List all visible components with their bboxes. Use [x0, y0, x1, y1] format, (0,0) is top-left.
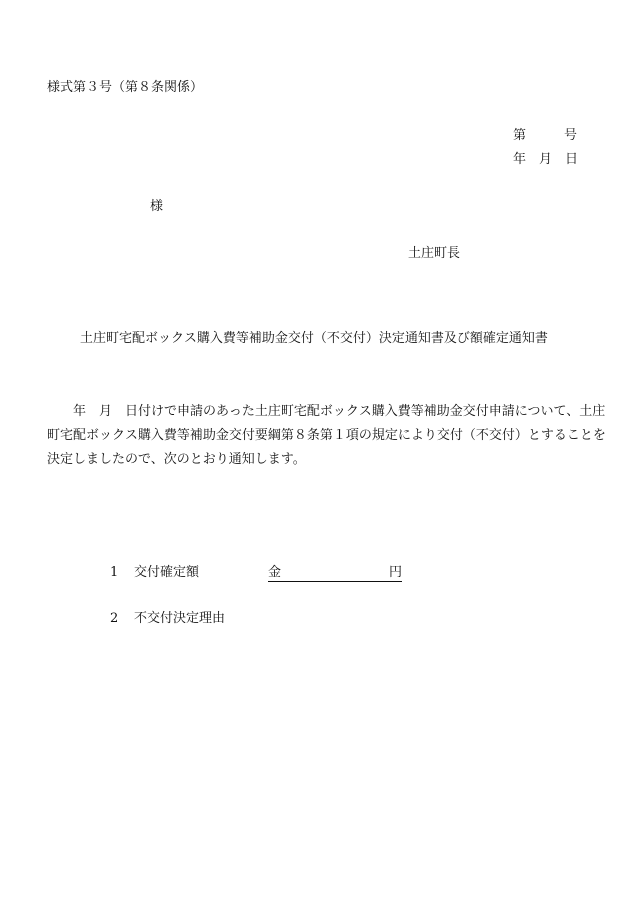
document-title: 土庄町宅配ボックス購入費等補助金交付（不交付）決定通知書及び額確定通知書 — [80, 331, 548, 346]
document-number-line — [513, 129, 577, 142]
date-month: 月 — [539, 152, 553, 167]
item-confirmed-amount — [110, 566, 402, 582]
item-label: 交付確定額 — [134, 565, 200, 580]
issuer: 土庄町長 — [408, 246, 461, 261]
item-label: 不交付決定理由 — [134, 611, 226, 626]
notice-body — [47, 400, 607, 472]
number-suffix: 号 — [564, 128, 578, 143]
item-number: 2 — [110, 611, 119, 626]
form-number: 様式第３号（第８条関係） — [47, 80, 204, 95]
body-month: 月 — [99, 404, 113, 419]
amount-prefix: 金 — [268, 565, 282, 580]
item-denial-reason — [110, 612, 225, 625]
item-number: 1 — [110, 565, 119, 580]
number-prefix: 第 — [513, 128, 527, 143]
addressee: 様 — [150, 199, 164, 214]
date-year: 年 — [513, 152, 527, 167]
amount-field — [268, 566, 402, 582]
document-date-line — [513, 153, 578, 166]
amount-suffix: 円 — [389, 565, 403, 580]
body-text: 日付けで申請のあった土庄町宅配ボックス購入費等補助金交付申請について、土庄町宅配ボックス購入費等補助金交付要綱第８条第１項の規定により交付（不交付）とすることを決定しましたので、次のとおり通知します。 — [47, 404, 606, 467]
body-year: 年 — [73, 404, 87, 419]
date-day: 日 — [565, 152, 579, 167]
